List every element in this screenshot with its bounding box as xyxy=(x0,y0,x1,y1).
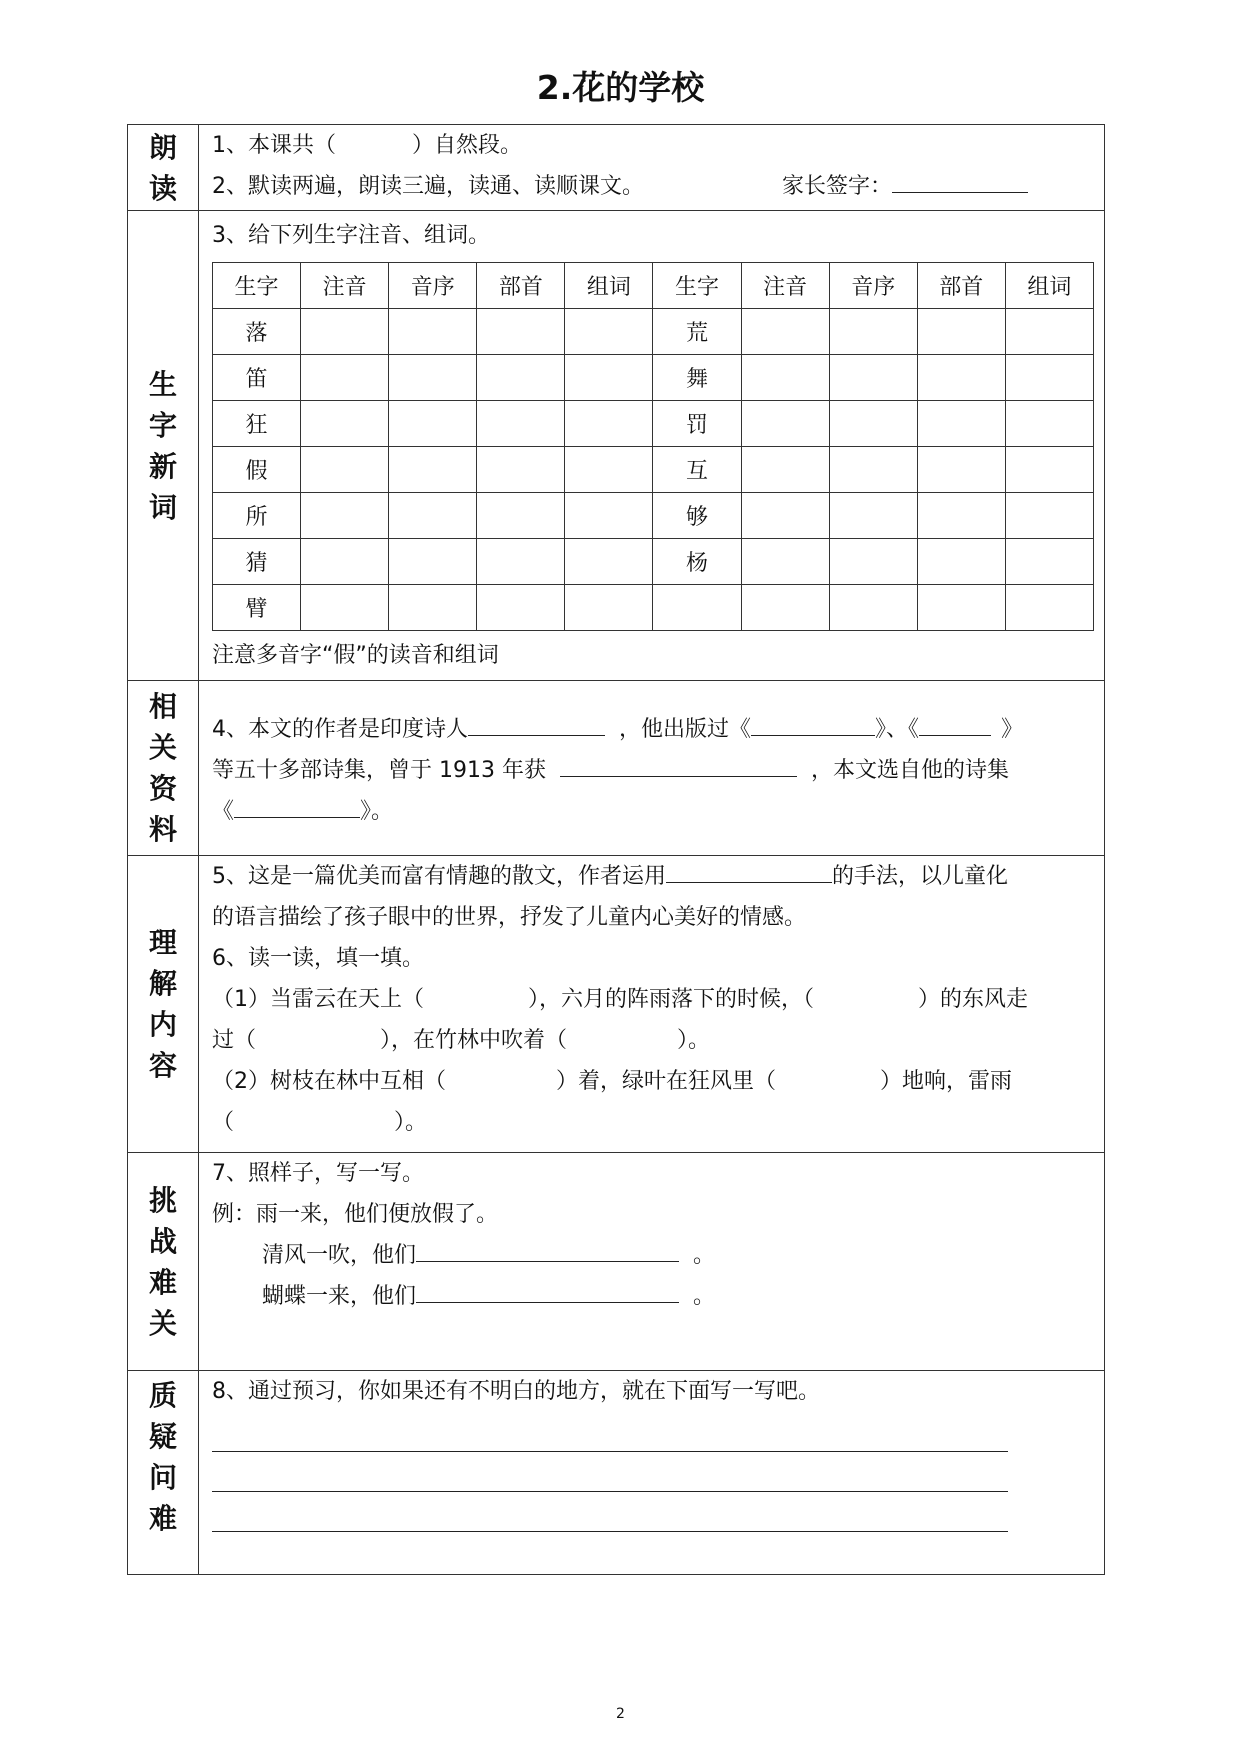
radical-cell[interactable] xyxy=(477,401,565,447)
s1-text: （1）当雷云在天上（ xyxy=(212,987,424,1012)
technique-blank[interactable] xyxy=(666,858,832,883)
char-cell: 杨 xyxy=(653,539,741,585)
practice-line-1 xyxy=(212,1235,1096,1276)
page-title: 2.花的学校 xyxy=(536,68,705,107)
label-char: 质 xyxy=(148,1379,177,1412)
label-char: 关 xyxy=(148,731,177,764)
header-cell: 部首 xyxy=(917,263,1005,309)
header-cell: 部首 xyxy=(477,263,565,309)
radical-cell[interactable] xyxy=(917,309,1005,355)
label-char: 战 xyxy=(148,1224,177,1258)
award-blank[interactable] xyxy=(560,752,797,777)
char-cell: 互 xyxy=(653,447,741,493)
order-cell[interactable] xyxy=(829,585,917,631)
label-char: 新 xyxy=(148,449,177,483)
char-cell: 罚 xyxy=(653,401,741,447)
practice-blank-1[interactable] xyxy=(416,1237,679,1262)
pinyin-cell[interactable] xyxy=(741,447,829,493)
radical-cell[interactable] xyxy=(477,585,565,631)
practice-end: 。 xyxy=(693,1284,716,1309)
section-reading xyxy=(128,125,1105,211)
header-cell: 组词 xyxy=(565,263,653,309)
header-cell: 音序 xyxy=(829,263,917,309)
section-label-questions xyxy=(128,1371,199,1575)
char-cell: 舞 xyxy=(653,355,741,401)
practice-line-2 xyxy=(212,1276,1096,1317)
pinyin-cell[interactable] xyxy=(301,493,389,539)
section-content-reading xyxy=(199,125,1105,211)
collection-blank[interactable] xyxy=(234,793,360,818)
q4-text: 》、《 xyxy=(875,716,920,742)
pinyin-cell[interactable] xyxy=(301,447,389,493)
order-cell[interactable] xyxy=(829,447,917,493)
word-cell[interactable] xyxy=(565,447,653,493)
radical-cell[interactable] xyxy=(917,493,1005,539)
q4-text: 》。 xyxy=(360,798,394,824)
pinyin-cell[interactable] xyxy=(741,309,829,355)
section-content-questions xyxy=(199,1371,1105,1575)
label-char: 料 xyxy=(148,813,177,846)
practice-end: 。 xyxy=(693,1243,716,1268)
question-5-line-2: 的语言描绘了孩子眼中的世界，抒发了儿童内心美好的情感。 xyxy=(212,905,807,930)
header-cell: 注音 xyxy=(301,263,389,309)
q4-text: 等五十多部诗集，曾于 1913 年获 xyxy=(212,757,546,783)
q4-text: ，本文选自他的诗集 xyxy=(810,757,1009,783)
word-cell[interactable] xyxy=(1005,447,1093,493)
character-table xyxy=(212,262,1094,631)
label-char: 挑 xyxy=(148,1183,177,1217)
order-cell[interactable] xyxy=(389,309,477,355)
poet-blank[interactable] xyxy=(468,711,605,736)
s1-text: ），六月的阵雨落下的时候，（ xyxy=(528,987,815,1012)
table-row xyxy=(213,585,1094,631)
table-row xyxy=(213,401,1094,447)
char-cell: 臂 xyxy=(213,585,301,631)
pinyin-cell[interactable] xyxy=(741,401,829,447)
char-cell: 落 xyxy=(213,309,301,355)
answer-line-2[interactable] xyxy=(212,1464,1008,1492)
radical-cell[interactable] xyxy=(477,355,565,401)
question-4-line-2 xyxy=(212,750,1096,791)
table-row xyxy=(213,447,1094,493)
order-cell[interactable] xyxy=(829,539,917,585)
label-char: 难 xyxy=(148,1265,177,1299)
word-cell[interactable] xyxy=(565,355,653,401)
header-cell: 注音 xyxy=(741,263,829,309)
q4-text: 《 xyxy=(212,798,235,824)
s2-text: ）。 xyxy=(394,1110,428,1135)
order-cell[interactable] xyxy=(389,493,477,539)
word-cell[interactable] xyxy=(1005,401,1093,447)
pinyin-cell[interactable] xyxy=(741,493,829,539)
label-char: 容 xyxy=(148,1049,177,1082)
char-cell: 狂 xyxy=(213,401,301,447)
section-content-new-words xyxy=(199,211,1105,681)
section-label-reading xyxy=(128,125,199,211)
label-char: 资 xyxy=(148,772,177,805)
section-label-understanding xyxy=(128,856,199,1153)
char-cell: 荒 xyxy=(653,309,741,355)
section-content-materials xyxy=(199,681,1105,856)
question-4-line-1 xyxy=(212,709,1096,750)
q1-text-a: 1、本课共（ xyxy=(212,133,336,158)
question-1 xyxy=(212,125,1096,166)
answer-line-3[interactable] xyxy=(212,1504,1008,1532)
order-cell[interactable] xyxy=(389,447,477,493)
practice-blank-2[interactable] xyxy=(416,1278,679,1303)
section-materials xyxy=(128,681,1105,856)
question-8: 8、通过预习，你如果还有不明白的地方，就在下面写一写吧。 xyxy=(212,1379,820,1404)
section-questions xyxy=(128,1371,1105,1575)
word-cell[interactable] xyxy=(565,539,653,585)
s1-text: ），在竹林中吹着（ xyxy=(380,1028,568,1053)
pinyin-cell[interactable] xyxy=(301,401,389,447)
s1-text: ）。 xyxy=(677,1028,711,1053)
q4-text: ，他出版过《 xyxy=(619,716,752,742)
word-cell[interactable] xyxy=(1005,585,1093,631)
order-cell[interactable] xyxy=(389,355,477,401)
label-char: 疑 xyxy=(148,1420,177,1453)
s2-text: （2）树枝在林中互相（ xyxy=(212,1069,446,1094)
example-sentence: 例：雨一来，他们便放假了。 xyxy=(212,1202,499,1227)
label-char: 朗 xyxy=(148,130,177,164)
radical-cell[interactable] xyxy=(917,539,1005,585)
radical-cell[interactable] xyxy=(477,309,565,355)
q2-text: 2、默读两遍，朗读三遍，读通、读顺课文。 xyxy=(212,174,644,199)
answer-line-1[interactable] xyxy=(212,1424,1008,1452)
label-char: 生 xyxy=(148,367,177,401)
s1-text: 过（ xyxy=(212,1028,257,1053)
section-challenge xyxy=(128,1153,1105,1371)
label-char: 相 xyxy=(148,690,177,723)
char-cell: 所 xyxy=(213,493,301,539)
s2-text: ）地响，雷雨 xyxy=(880,1069,1013,1094)
s2-text: ）着，绿叶在狂风里（ xyxy=(556,1069,777,1094)
label-char: 解 xyxy=(148,967,177,1000)
q4-text: 》 xyxy=(1001,716,1024,742)
pinyin-cell[interactable] xyxy=(301,585,389,631)
pinyin-cell[interactable] xyxy=(301,355,389,401)
section-label-challenge xyxy=(128,1153,199,1371)
word-cell[interactable] xyxy=(1005,309,1093,355)
order-cell[interactable] xyxy=(829,355,917,401)
question-5-line-1 xyxy=(212,856,1096,897)
label-char: 读 xyxy=(148,171,177,205)
order-cell[interactable] xyxy=(389,585,477,631)
question-2 xyxy=(212,166,1096,207)
question-3: 3、给下列生字注音、组词。 xyxy=(212,223,490,248)
radical-cell[interactable] xyxy=(917,447,1005,493)
label-char: 词 xyxy=(148,490,177,524)
pinyin-cell[interactable] xyxy=(741,539,829,585)
char-cell: 假 xyxy=(213,447,301,493)
sentence-2-line-1 xyxy=(212,1061,1096,1102)
table-row xyxy=(213,355,1094,401)
word-cell[interactable] xyxy=(1005,355,1093,401)
sentence-1-line-2 xyxy=(212,1020,1096,1061)
section-understanding xyxy=(128,856,1105,1153)
question-7: 7、照样子，写一写。 xyxy=(212,1161,424,1186)
question-6: 6、读一读，填一填。 xyxy=(212,946,424,971)
order-cell[interactable] xyxy=(389,401,477,447)
q1-text-b: ）自然段。 xyxy=(412,133,523,158)
section-content-challenge xyxy=(199,1153,1105,1371)
word-cell[interactable] xyxy=(565,309,653,355)
label-char: 字 xyxy=(148,408,177,442)
practice-text: 蝴蝶一来，他们 xyxy=(262,1284,417,1309)
s1-text: ）的东风走 xyxy=(918,987,1029,1012)
polyphone-note: 注意多音字“假”的读音和组词 xyxy=(212,643,499,668)
table-row xyxy=(213,493,1094,539)
q5-text: 5、这是一篇优美而富有情趣的散文，作者运用 xyxy=(212,864,666,889)
sentence-1-line-1 xyxy=(212,979,1096,1020)
pinyin-cell[interactable] xyxy=(301,309,389,355)
char-cell: 够 xyxy=(653,493,741,539)
pinyin-cell[interactable] xyxy=(741,355,829,401)
header-cell: 音序 xyxy=(389,263,477,309)
char-cell: 笛 xyxy=(213,355,301,401)
radical-cell[interactable] xyxy=(917,585,1005,631)
header-cell: 组词 xyxy=(1005,263,1093,309)
page-number: 2 xyxy=(616,1706,625,1722)
order-cell[interactable] xyxy=(389,539,477,585)
section-new-words xyxy=(128,211,1105,681)
section-label-materials xyxy=(128,681,199,856)
radical-cell[interactable] xyxy=(917,401,1005,447)
char-cell xyxy=(653,585,741,631)
book-blank-1[interactable] xyxy=(751,711,875,736)
word-cell[interactable] xyxy=(565,401,653,447)
q4-text: 4、本文的作者是印度诗人 xyxy=(212,716,468,742)
worksheet-table xyxy=(127,124,1105,1575)
word-cell[interactable] xyxy=(565,493,653,539)
table-row xyxy=(213,539,1094,585)
header-cell: 生字 xyxy=(213,263,301,309)
pinyin-cell[interactable] xyxy=(741,585,829,631)
radical-cell[interactable] xyxy=(477,447,565,493)
parent-sign-label: 家长签字： xyxy=(782,174,893,199)
book-blank-2[interactable] xyxy=(919,711,991,736)
label-char: 关 xyxy=(148,1306,177,1340)
section-content-understanding xyxy=(199,856,1105,1153)
radical-cell[interactable] xyxy=(477,539,565,585)
order-cell[interactable] xyxy=(829,401,917,447)
header-cell: 生字 xyxy=(653,263,741,309)
section-label-new-words xyxy=(128,211,199,681)
word-cell[interactable] xyxy=(1005,539,1093,585)
radical-cell[interactable] xyxy=(477,493,565,539)
parent-sign-blank[interactable] xyxy=(892,168,1028,193)
label-char: 内 xyxy=(148,1008,177,1041)
practice-text: 清风一吹，他们 xyxy=(262,1243,417,1268)
question-4-line-3 xyxy=(212,791,1096,832)
character-table-header xyxy=(213,263,1094,309)
q5-text: 的手法，以儿童化 xyxy=(832,864,1009,889)
table-row xyxy=(213,309,1094,355)
s2-text: （ xyxy=(212,1110,235,1135)
sentence-2-line-2 xyxy=(212,1102,1096,1143)
word-cell[interactable] xyxy=(565,585,653,631)
order-cell[interactable] xyxy=(829,309,917,355)
label-char: 理 xyxy=(148,926,177,959)
label-char: 难 xyxy=(148,1502,177,1535)
pinyin-cell[interactable] xyxy=(301,539,389,585)
label-char: 问 xyxy=(148,1461,177,1494)
char-cell: 猜 xyxy=(213,539,301,585)
radical-cell[interactable] xyxy=(917,355,1005,401)
word-cell[interactable] xyxy=(1005,493,1093,539)
order-cell[interactable] xyxy=(829,493,917,539)
